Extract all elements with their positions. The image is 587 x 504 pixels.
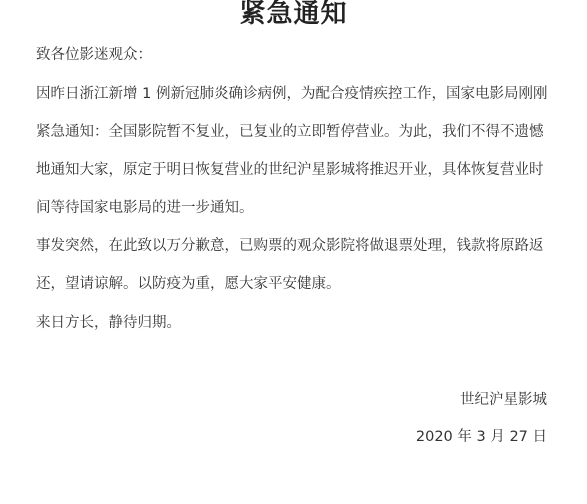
paragraph1-line-2: 紧急通知：全国影院暂不复业，已复业的立即暂停营业。为此，我们不得不遗憾 [36,124,544,140]
paragraph1-line-4: 间等待国家电影局的进一步通知。 [36,200,254,216]
paragraph1-line-1: 因昨日浙江新增 1 例新冠肺炎确诊病例，为配合疫情疾控工作，国家电影局刚刚 [36,86,548,102]
signature: 世纪沪星影城 [460,392,547,408]
paragraph2-line-1: 事发突然，在此致以万分歉意，已购票的观众影院将做退票处理，钱款将原路返 [36,238,544,254]
greeting: 致各位影迷观众： [36,47,152,63]
notice-title: 紧急通知 [239,0,348,29]
closing-line: 来日方长，静待归期。 [36,315,181,331]
notice-date: 2020 年 3 月 27 日 [415,429,547,445]
paragraph2-line-2: 还，望请谅解。以防疫为重，愿大家平安健康。 [36,276,341,292]
paragraph1-line-3: 地通知大家，原定于明日恢复营业的世纪沪星影城将推迟开业，具体恢复营业时 [36,162,544,178]
